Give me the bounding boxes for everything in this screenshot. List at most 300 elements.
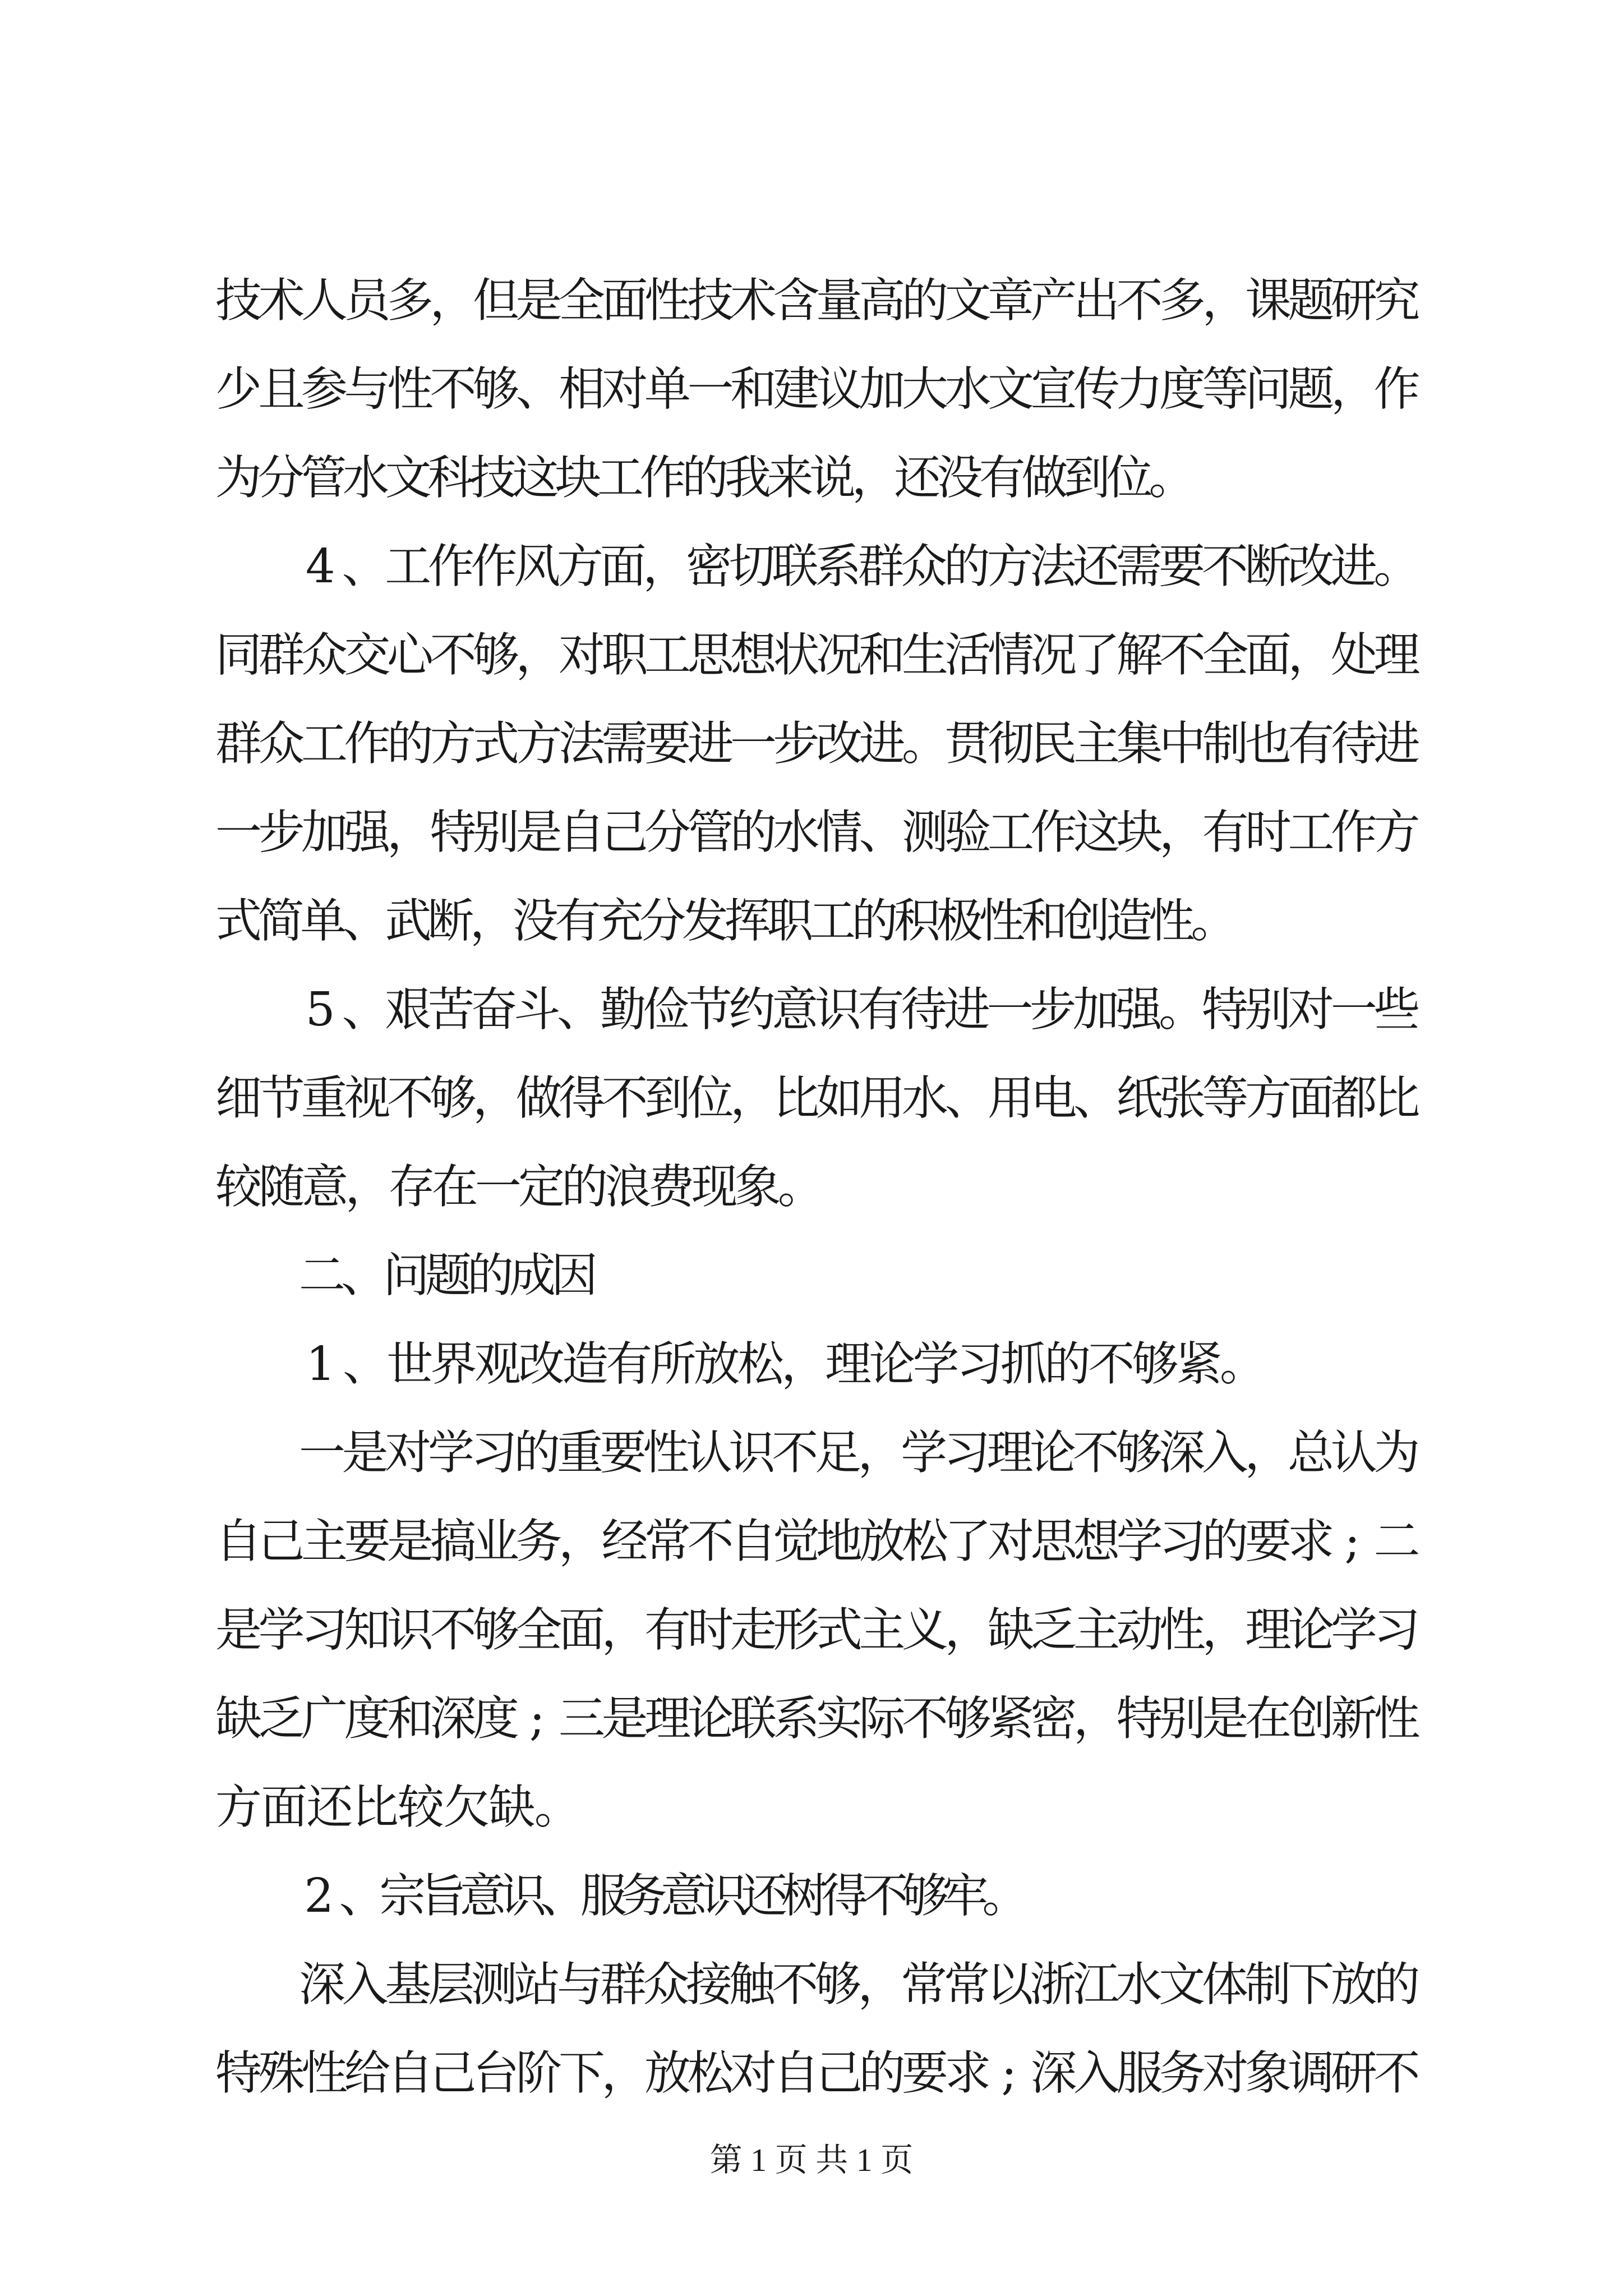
glyph: 认 bbox=[1330, 1425, 1377, 1480]
glyph: 工 bbox=[809, 894, 856, 948]
glyph: 意 bbox=[459, 1869, 506, 1923]
glyph: 议 bbox=[816, 362, 863, 416]
glyph: 时 bbox=[1245, 805, 1292, 859]
glyph: 自 bbox=[215, 1514, 262, 1568]
glyph: 作 bbox=[344, 716, 391, 771]
glyph: 工 bbox=[1288, 805, 1335, 859]
glyph: 性 bbox=[387, 362, 434, 416]
glyph: 形 bbox=[773, 1603, 820, 1657]
glyph: 缺 bbox=[988, 1603, 1034, 1657]
text-line bbox=[0, 439, 1623, 517]
text-line bbox=[0, 793, 1623, 872]
glyph: ， bbox=[1244, 1425, 1292, 1480]
glyph: 技 bbox=[687, 273, 734, 328]
glyph: 这 bbox=[512, 450, 559, 505]
glyph: 切 bbox=[728, 539, 776, 593]
glyph: 性 bbox=[301, 2046, 348, 2100]
glyph: 。 bbox=[1191, 894, 1238, 948]
glyph: 都 bbox=[1331, 1071, 1377, 1125]
glyph: 特 bbox=[1201, 982, 1248, 1037]
glyph: ， bbox=[1331, 362, 1377, 416]
glyph: 现 bbox=[691, 1159, 738, 1214]
glyph: 做 bbox=[1021, 450, 1068, 505]
glyph: 单 bbox=[300, 894, 347, 948]
glyph: 习 bbox=[471, 1425, 518, 1480]
glyph: ， bbox=[601, 2046, 648, 2100]
glyph: 为 bbox=[1373, 1425, 1421, 1480]
glyph: 够 bbox=[1115, 1425, 1163, 1480]
glyph: 俭 bbox=[643, 982, 690, 1037]
text-line bbox=[0, 1059, 1623, 1138]
glyph: 彻 bbox=[988, 716, 1034, 771]
glyph: 进 bbox=[859, 716, 906, 771]
glyph: 全 bbox=[559, 273, 605, 328]
glyph: 性 bbox=[1373, 1691, 1421, 1746]
glyph: 高 bbox=[859, 273, 906, 328]
glyph: 。 bbox=[1373, 539, 1421, 593]
glyph: 。 bbox=[902, 716, 948, 771]
glyph: 改 bbox=[1288, 539, 1335, 593]
glyph: 一 bbox=[986, 982, 1034, 1037]
glyph: 理 bbox=[986, 1425, 1034, 1480]
line-text bbox=[215, 793, 1421, 872]
glyph: 作 bbox=[427, 539, 474, 593]
glyph: 水 bbox=[944, 362, 992, 416]
glyph: 要 bbox=[1159, 539, 1206, 593]
glyph: 测 bbox=[471, 1957, 518, 2012]
glyph: 的 bbox=[1044, 1337, 1091, 1391]
glyph: 但 bbox=[473, 273, 519, 328]
glyph: 张 bbox=[1159, 1071, 1206, 1125]
glyph: 方 bbox=[986, 539, 1034, 593]
glyph: 技 bbox=[469, 450, 517, 505]
glyph: 情 bbox=[816, 805, 863, 859]
line-text bbox=[215, 1148, 824, 1226]
glyph: 方 bbox=[1245, 1071, 1292, 1125]
glyph: 还 bbox=[1072, 539, 1119, 593]
glyph: 众 bbox=[301, 628, 348, 682]
glyph: 面 bbox=[1288, 1071, 1335, 1125]
glyph: 总 bbox=[1288, 1425, 1335, 1480]
glyph: 乏 bbox=[258, 1691, 305, 1746]
glyph: 识 bbox=[387, 1603, 434, 1657]
glyph: 特 bbox=[1116, 1691, 1163, 1746]
page-footer bbox=[0, 2135, 1623, 2185]
line-text bbox=[215, 1502, 1421, 1581]
text-line bbox=[0, 1857, 1623, 1935]
glyph: 深 bbox=[1159, 1425, 1206, 1480]
glyph: 以 bbox=[986, 1957, 1034, 2012]
glyph: 一 bbox=[730, 716, 777, 771]
glyph: 度 bbox=[473, 1691, 519, 1746]
text-line bbox=[0, 2034, 1623, 2113]
glyph: 站 bbox=[514, 1957, 561, 2012]
glyph: 、 bbox=[342, 894, 389, 948]
glyph: 特 bbox=[215, 2046, 262, 2100]
glyph: 。 bbox=[982, 1869, 1029, 1923]
glyph: 比 bbox=[1373, 1071, 1421, 1125]
glyph: 论 bbox=[869, 1337, 916, 1391]
glyph: 加 bbox=[1072, 982, 1119, 1037]
glyph: 等 bbox=[1202, 362, 1249, 416]
glyph: 学 bbox=[1331, 1603, 1377, 1657]
glyph: 觉 bbox=[773, 1514, 820, 1568]
glyph: 象 bbox=[1245, 2046, 1292, 2100]
glyph: 电 bbox=[1030, 1071, 1077, 1125]
glyph: 情 bbox=[988, 628, 1034, 682]
glyph: 群 bbox=[600, 1957, 647, 2012]
glyph: 学 bbox=[901, 1425, 948, 1480]
glyph: 得 bbox=[559, 1071, 605, 1125]
glyph: 浪 bbox=[605, 1159, 652, 1214]
glyph: 理 bbox=[1373, 628, 1421, 682]
glyph: 问 bbox=[1245, 362, 1292, 416]
glyph: 艰 bbox=[385, 982, 432, 1037]
glyph: 不 bbox=[1088, 1337, 1135, 1391]
glyph: 地 bbox=[816, 1514, 863, 1568]
glyph: 方 bbox=[1373, 805, 1421, 859]
glyph: 一 bbox=[1330, 982, 1377, 1037]
glyph: 比 bbox=[773, 1071, 820, 1125]
text-line bbox=[0, 1591, 1623, 1669]
glyph: 入 bbox=[1201, 1425, 1248, 1480]
glyph: 要 bbox=[644, 716, 691, 771]
glyph: 方 bbox=[215, 1780, 262, 1834]
glyph: ， bbox=[1202, 1603, 1249, 1657]
glyph: 活 bbox=[944, 628, 992, 682]
glyph: 1 bbox=[306, 1337, 336, 1391]
glyph: 建 bbox=[773, 362, 820, 416]
glyph: 力 bbox=[1116, 362, 1163, 416]
glyph: 牢 bbox=[942, 1869, 989, 1923]
glyph: 实 bbox=[816, 1691, 863, 1746]
glyph: 够 bbox=[902, 1869, 948, 1923]
glyph: 不 bbox=[1373, 2046, 1421, 2100]
glyph: ， bbox=[1073, 1691, 1120, 1746]
glyph: 5 bbox=[305, 982, 335, 1037]
glyph: 足 bbox=[814, 1425, 861, 1480]
glyph: 方 bbox=[515, 716, 562, 771]
glyph: 对 bbox=[559, 628, 605, 682]
glyph: 风 bbox=[514, 539, 561, 593]
glyph: 面 bbox=[601, 273, 648, 328]
glyph: 些 bbox=[1373, 982, 1421, 1037]
glyph: 我 bbox=[724, 450, 771, 505]
glyph: 面 bbox=[1245, 628, 1292, 682]
glyph: 待 bbox=[901, 982, 948, 1037]
glyph: 水 bbox=[902, 1071, 948, 1125]
glyph: 殊 bbox=[258, 2046, 305, 2100]
glyph: 视 bbox=[344, 1071, 391, 1125]
glyph: 的 bbox=[902, 273, 948, 328]
glyph: 课 bbox=[1245, 273, 1292, 328]
glyph: 方 bbox=[430, 716, 477, 771]
glyph: 群 bbox=[857, 539, 905, 593]
glyph: 。 bbox=[534, 1780, 581, 1834]
glyph: 够 bbox=[473, 628, 519, 682]
glyph: 文 bbox=[1159, 1957, 1206, 2012]
glyph: 己 bbox=[258, 1514, 305, 1568]
line-text bbox=[215, 1680, 1421, 1758]
glyph: 观 bbox=[474, 1337, 521, 1391]
glyph: 产 bbox=[1030, 273, 1077, 328]
glyph: 有 bbox=[606, 1337, 653, 1391]
glyph: 放 bbox=[693, 1337, 740, 1391]
glyph: 松 bbox=[687, 2046, 734, 2100]
glyph: 深 bbox=[1030, 2046, 1077, 2100]
glyph: 全 bbox=[515, 1603, 562, 1657]
glyph: 深 bbox=[430, 1691, 477, 1746]
glyph: 水 bbox=[773, 805, 820, 859]
glyph: 够 bbox=[1132, 1337, 1179, 1391]
glyph: 乏 bbox=[1030, 1603, 1077, 1657]
glyph: 主 bbox=[1073, 716, 1120, 771]
glyph: 意 bbox=[772, 982, 819, 1037]
glyph: 对 bbox=[385, 1425, 432, 1480]
glyph: 、 bbox=[342, 539, 389, 593]
text-line bbox=[0, 1502, 1623, 1581]
glyph: 用 bbox=[859, 1071, 906, 1125]
line-text bbox=[215, 1768, 580, 1847]
glyph: 积 bbox=[894, 894, 940, 948]
glyph: 研 bbox=[1331, 273, 1377, 328]
glyph: 作 bbox=[1373, 362, 1421, 416]
glyph: ， bbox=[730, 1071, 777, 1125]
glyph: 主 bbox=[1073, 1603, 1120, 1657]
glyph: 识 bbox=[728, 1425, 776, 1480]
glyph: 对 bbox=[1288, 982, 1335, 1037]
glyph: 学 bbox=[1116, 1514, 1163, 1568]
glyph: 水 bbox=[1115, 1957, 1163, 2012]
glyph: 块 bbox=[1116, 805, 1163, 859]
glyph: ， bbox=[851, 450, 898, 505]
glyph: 是 bbox=[387, 1514, 434, 1568]
line-text bbox=[299, 1325, 1264, 1404]
glyph: 科 bbox=[427, 450, 474, 505]
glyph: 少 bbox=[215, 362, 262, 416]
glyph: 、 bbox=[515, 362, 562, 416]
glyph: 时 bbox=[687, 1603, 734, 1657]
glyph: 有 bbox=[857, 982, 905, 1037]
glyph: ， bbox=[1202, 273, 1249, 328]
glyph: 勤 bbox=[600, 982, 647, 1037]
glyph: 量 bbox=[816, 273, 863, 328]
glyph: 入 bbox=[1073, 2046, 1120, 2100]
glyph: 4 bbox=[305, 539, 335, 593]
glyph: 进 bbox=[687, 716, 734, 771]
glyph: 进 bbox=[943, 982, 990, 1037]
glyph: 说 bbox=[809, 450, 856, 505]
glyph: 学 bbox=[258, 1603, 305, 1657]
glyph: 是 bbox=[515, 805, 562, 859]
glyph: 一 bbox=[474, 1159, 522, 1214]
glyph: 强 bbox=[344, 805, 391, 859]
line-text bbox=[215, 439, 1196, 517]
text-line bbox=[0, 1680, 1623, 1758]
glyph: 到 bbox=[1064, 450, 1111, 505]
glyph: 界 bbox=[430, 1337, 477, 1391]
glyph: 自 bbox=[773, 2046, 820, 2100]
glyph: 、 bbox=[342, 982, 389, 1037]
glyph: 集 bbox=[1116, 716, 1163, 771]
glyph: 需 bbox=[1115, 539, 1163, 593]
glyph: ， bbox=[473, 1071, 519, 1125]
glyph: ， bbox=[1288, 628, 1335, 682]
glyph: 对 bbox=[601, 362, 648, 416]
glyph: 步 bbox=[1030, 982, 1077, 1037]
glyph: 有 bbox=[644, 1603, 691, 1657]
glyph: 式 bbox=[816, 1603, 863, 1657]
glyph: 和 bbox=[730, 362, 777, 416]
glyph: 位 bbox=[687, 1071, 734, 1125]
glyph: 造 bbox=[1106, 894, 1153, 948]
glyph: 进 bbox=[1330, 539, 1377, 593]
glyph: 待 bbox=[1331, 716, 1377, 771]
glyph: 不 bbox=[601, 1071, 648, 1125]
glyph: 调 bbox=[1288, 2046, 1335, 2100]
glyph: 方 bbox=[556, 539, 603, 593]
glyph: 了 bbox=[944, 1514, 992, 1568]
glyph: 理 bbox=[825, 1337, 872, 1391]
glyph: 系 bbox=[814, 539, 861, 593]
glyph: 作 bbox=[1030, 805, 1077, 859]
glyph: 不 bbox=[902, 1691, 948, 1746]
glyph: 思 bbox=[1030, 1514, 1077, 1568]
glyph: 的 bbox=[1373, 1957, 1421, 2012]
glyph: 术 bbox=[730, 273, 777, 328]
glyph: 中 bbox=[1159, 716, 1206, 771]
glyph: 要 bbox=[344, 1514, 391, 1568]
line-text bbox=[299, 1945, 1421, 2024]
glyph: 还 bbox=[306, 1780, 353, 1834]
glyph: ， bbox=[781, 1337, 828, 1391]
glyph: 块 bbox=[555, 450, 602, 505]
glyph: 别 bbox=[1244, 982, 1292, 1037]
glyph: 入 bbox=[342, 1957, 389, 2012]
glyph: 给 bbox=[344, 2046, 391, 2100]
glyph: 工 bbox=[988, 805, 1034, 859]
line-text bbox=[215, 350, 1421, 429]
glyph: 务 bbox=[1159, 2046, 1206, 2100]
glyph: 别 bbox=[1159, 1691, 1206, 1746]
glyph: 常 bbox=[901, 1957, 948, 2012]
glyph: 节 bbox=[685, 982, 732, 1037]
glyph: 习 bbox=[301, 1603, 348, 1657]
glyph: 性 bbox=[979, 894, 1026, 948]
text-line bbox=[0, 350, 1623, 429]
glyph: 紧 bbox=[988, 1691, 1034, 1746]
section-heading bbox=[0, 1236, 1623, 1315]
glyph: 欠 bbox=[443, 1780, 490, 1834]
glyph: 细 bbox=[215, 1071, 262, 1125]
glyph: 自 bbox=[387, 2046, 434, 2100]
glyph: 思 bbox=[687, 628, 734, 682]
glyph: 进 bbox=[1373, 716, 1421, 771]
glyph: 作 bbox=[639, 450, 686, 505]
glyph: 人 bbox=[301, 273, 348, 328]
glyph: 性 bbox=[1159, 1603, 1206, 1657]
line-text bbox=[299, 1236, 598, 1315]
glyph: 况 bbox=[816, 628, 863, 682]
glyph: 随 bbox=[259, 1159, 306, 1214]
glyph: 松 bbox=[902, 1514, 948, 1568]
glyph: 紧 bbox=[1175, 1337, 1223, 1391]
glyph: 不 bbox=[1072, 1425, 1119, 1480]
glyph: 意 bbox=[302, 1159, 349, 1214]
glyph: 众 bbox=[643, 1957, 690, 2012]
glyph: 习 bbox=[956, 1337, 1003, 1391]
glyph: 节 bbox=[258, 1071, 305, 1125]
glyph: 极 bbox=[936, 894, 983, 948]
glyph: 处 bbox=[1331, 628, 1377, 682]
glyph: 纸 bbox=[1116, 1071, 1163, 1125]
glyph: 求 bbox=[1288, 1514, 1335, 1568]
glyph: 、 bbox=[556, 982, 603, 1037]
glyph: 学 bbox=[912, 1337, 960, 1391]
line-text bbox=[215, 1591, 1421, 1669]
glyph: 2 bbox=[304, 1869, 334, 1923]
glyph: 的 bbox=[387, 716, 434, 771]
glyph: 解 bbox=[1116, 628, 1163, 682]
glyph: 意 bbox=[661, 1869, 707, 1923]
glyph: 需 bbox=[601, 716, 648, 771]
glyph: 联 bbox=[772, 539, 819, 593]
glyph: 术 bbox=[258, 273, 305, 328]
glyph: 所 bbox=[649, 1337, 697, 1391]
line-text bbox=[299, 527, 1421, 606]
glyph: 工 bbox=[301, 716, 348, 771]
glyph: 相 bbox=[559, 362, 605, 416]
glyph: 想 bbox=[730, 628, 777, 682]
glyph: 不 bbox=[1159, 628, 1206, 682]
line-text bbox=[215, 1059, 1421, 1138]
glyph: 、 bbox=[859, 805, 906, 859]
glyph: 式 bbox=[215, 894, 262, 948]
glyph: 面 bbox=[261, 1780, 308, 1834]
glyph: 不 bbox=[687, 1514, 734, 1568]
glyph: 题 bbox=[425, 1248, 472, 1303]
glyph: 等 bbox=[1202, 1071, 1249, 1125]
glyph: ， bbox=[601, 1603, 648, 1657]
glyph: 的 bbox=[859, 2046, 906, 2100]
glyph: 究 bbox=[1373, 273, 1421, 328]
glyph: 一 bbox=[687, 362, 734, 416]
glyph: ， bbox=[345, 1159, 392, 1214]
glyph: 众 bbox=[258, 716, 305, 771]
glyph: 够 bbox=[430, 1071, 477, 1125]
glyph: 也 bbox=[1245, 716, 1292, 771]
glyph: 同 bbox=[215, 628, 262, 682]
glyph: ， bbox=[1159, 805, 1206, 859]
glyph: 定 bbox=[518, 1159, 565, 1214]
glyph: 民 bbox=[1030, 716, 1077, 771]
glyph: 不 bbox=[430, 362, 477, 416]
glyph: 管 bbox=[687, 805, 734, 859]
glyph: 知 bbox=[344, 1603, 391, 1657]
glyph: 世 bbox=[386, 1337, 434, 1391]
glyph: 走 bbox=[730, 1603, 777, 1657]
page-number: 第 1 页 共 1 页 bbox=[709, 2142, 914, 2178]
glyph: 创 bbox=[1063, 894, 1110, 948]
glyph: 员 bbox=[344, 273, 391, 328]
glyph: 分 bbox=[639, 894, 686, 948]
glyph: 。 bbox=[1219, 1337, 1266, 1391]
glyph: 的 bbox=[561, 1159, 608, 1214]
glyph: 没 bbox=[937, 450, 984, 505]
glyph: 因 bbox=[551, 1248, 598, 1303]
glyph: 不 bbox=[430, 1603, 477, 1657]
glyph: 、 bbox=[1073, 1071, 1120, 1125]
